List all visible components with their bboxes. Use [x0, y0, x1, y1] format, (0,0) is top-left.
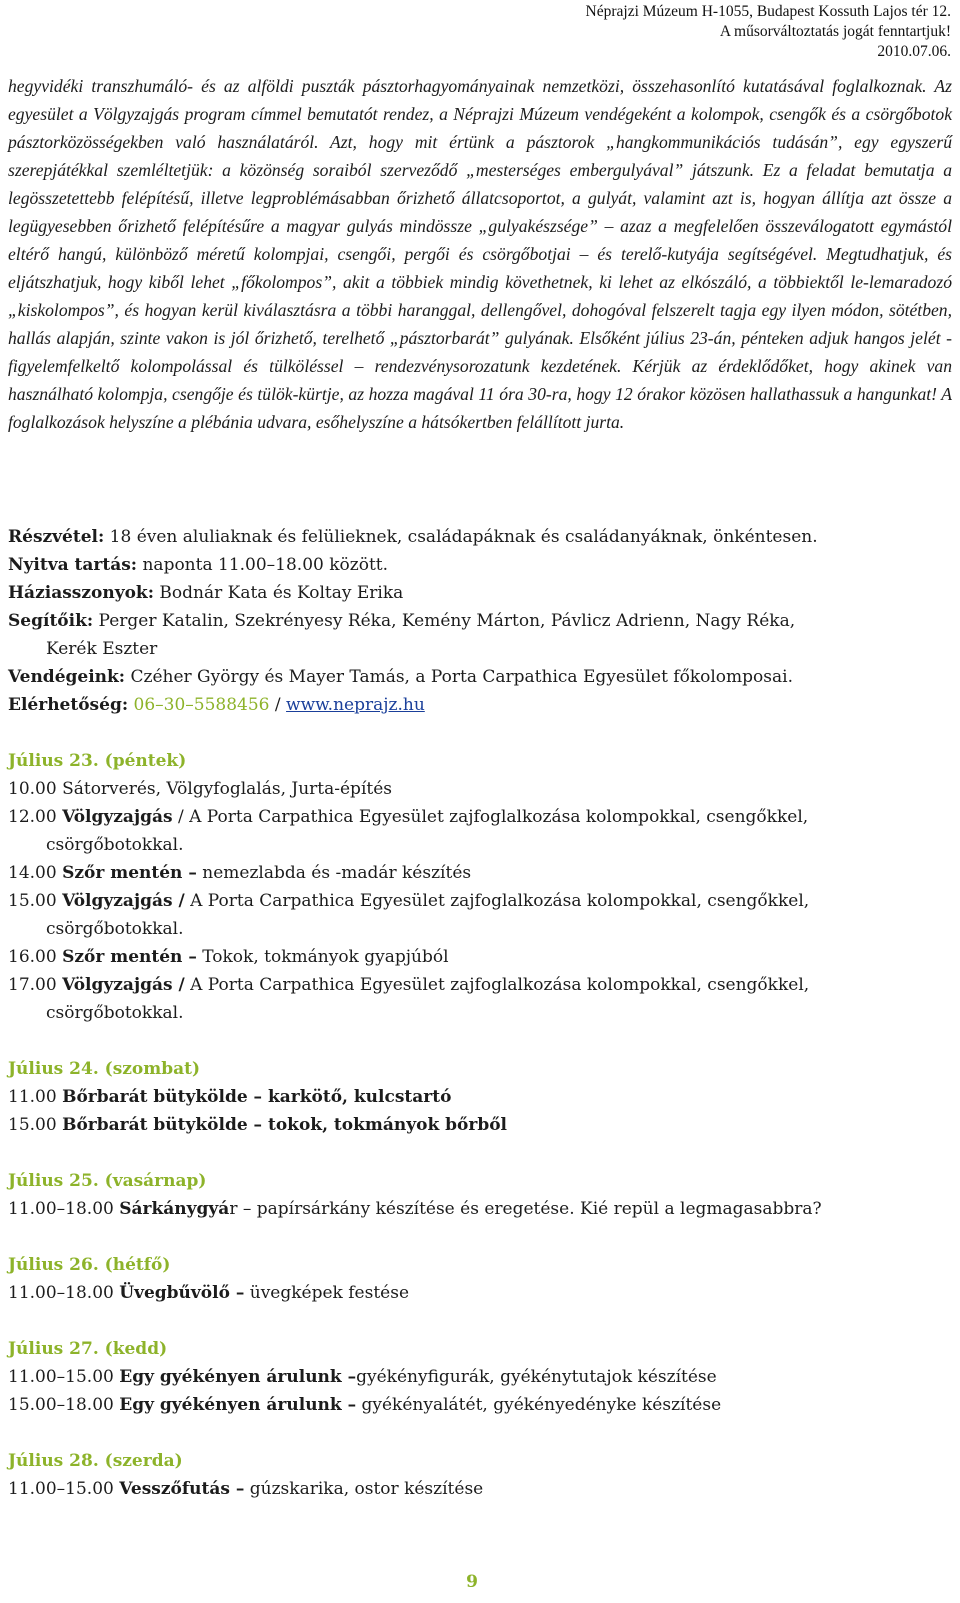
contact-separator: / — [269, 695, 287, 715]
page-number: 9 — [466, 1572, 478, 1592]
document-date: 2010.07.06. — [877, 43, 951, 60]
day-title: Július 26. (hétfő) — [8, 1255, 171, 1275]
event-line — [8, 803, 952, 831]
event-line — [8, 1363, 952, 1391]
guests-line — [8, 663, 952, 691]
intro-paragraph: hegyvidéki transzhumáló- és az alföldi puszták pásztorhagyományainak nemzetközi, összehasonlító kutatásával foglalkoznak. Az egyesület a Völgyzajgás program címmel bemutatót rendez, a Néprajzi Múzeum vendégeként a kolompok, csengők és a csörgőbotok pásztorközösségekben való használatáról. Azt, hogy mit értünk a pásztorok „hangkommunikációs tudásán”, egy egyszerű szerepjátékkal szemléltetjük: a közönség soraiból szerveződő „mesterséges embergulyával” játszunk. Ez a feladat bemutatja a legösszetettebb felépítésű, illetve legproblémásabban őrizhető állatcsoportot, a gulyát, valamint azt is, hogyan állítja azt össze a legügyesebben őrizhető felépítésűre a magyar gulyás mindössze „gulyakészsége” – azaz a megfelelően összeválogatott egymástól eltérő hangú, különböző méretű kolompjai, csengői, pergői és csörgőbotjai – és terelő-kutyája segítségével. Megtudhatjuk, és eljátszhatjuk, hogy kiből lehet „főkolompos”, akit a többiek mindig követhetnek, ki lehet az elkószáló, a többiektől le-lemaradozó „kiskolompos”, és hogyan kerül kiválasztásra a többi haranggal, dellengővel, dohogóval felszerelt tagja egy ilyen módon, sötétben, hallás alapján, szinte vakon is jól őrizhető, terelhető „pásztorbarát” gulyának. Elsőként július 23-án, pénteken adjuk hangos jelét - figyelemfelkeltő kolompolással és tülköléssel – rendezvénysorozatunk kezdetének. Kérjük az érdeklődőket, hogy akinek van használható kolompja, csengője és tülök-kürtje, az hozza magával 11 óra 30-ra, hogy 12 órakor közösen hallathassuk a hangunkat! A foglalkozások helyszíne a plébánia udvara, esőhelyszíne a hátsókertben felállított jurta. — [8, 76, 952, 432]
program-event — [8, 1391, 952, 1419]
event-description: gúzskarika, ostor készítése — [244, 1479, 484, 1499]
program-event — [8, 1111, 952, 1139]
event-time: 14.00 — [8, 863, 63, 883]
helpers-label: Segítőik: — [8, 611, 94, 631]
event-line — [8, 1279, 952, 1307]
event-time: 11.00–15.00 — [8, 1367, 120, 1387]
event-line — [8, 775, 952, 803]
day-title: Július 27. (kedd) — [8, 1339, 168, 1359]
event-title: Szőr mentén – — [62, 947, 197, 967]
event-time: 16.00 — [8, 947, 63, 967]
event-time: 15.00 — [8, 1115, 63, 1135]
day-title: Július 25. (vasárnap) — [8, 1171, 207, 1191]
day-title: Július 23. (péntek) — [8, 751, 187, 771]
info-block — [8, 523, 952, 719]
program-event — [8, 803, 952, 859]
event-description: üvegképek festése — [244, 1283, 410, 1303]
event-time: 11.00–15.00 — [8, 1479, 120, 1499]
event-title: Szőr mentén – — [62, 863, 197, 883]
program-event — [8, 1083, 952, 1111]
event-time: 11.00–18.00 — [8, 1283, 120, 1303]
event-time: 15.00–18.00 — [8, 1395, 120, 1415]
event-line — [8, 1475, 952, 1503]
participation-value: 18 éven aluliaknak és felülieknek, családapáknak és családanyáknak, önkéntesen. — [104, 527, 818, 547]
event-description-continued: csörgőbotokkal. — [46, 919, 184, 939]
event-description-continued: csörgőbotokkal. — [46, 835, 184, 855]
event-line — [8, 1391, 952, 1419]
program-day — [8, 1251, 952, 1307]
program-event — [8, 1475, 952, 1503]
event-line — [8, 943, 952, 971]
event-title: Völgyzajgás / — [62, 891, 185, 911]
event-title: Völgyzajgás — [62, 807, 173, 827]
event-time: 10.00 — [8, 779, 63, 799]
museum-address: Néprajzi Múzeum H-1055, Budapest Kossuth Lajos tér 12. — [585, 3, 951, 20]
program-day — [8, 1167, 952, 1223]
event-description: A Porta Carpathica Egyesület zajfoglalkozása kolompokkal, csengőkkel, — [184, 975, 810, 995]
event-description-continued: csörgőbotokkal. — [46, 1003, 184, 1023]
event-time: 15.00 — [8, 891, 63, 911]
event-title: Völgyzajgás / — [62, 975, 185, 995]
event-title: Vesszőfutás – — [119, 1479, 245, 1499]
event-line — [8, 1195, 952, 1223]
event-title: Egy gyékényen árulunk – — [119, 1367, 357, 1387]
event-line — [8, 887, 952, 915]
event-time: 11.00–18.00 — [8, 1199, 120, 1219]
event-description: nemezlabda és -madár készítés — [196, 863, 472, 883]
event-description: r – papírsárkány készítése és eregetése. Kié repül a legmagasabbra? — [229, 1199, 822, 1219]
program-event — [8, 775, 952, 803]
guests-label: Vendégeink: — [8, 667, 126, 687]
program-day — [8, 1335, 952, 1419]
event-description: / A Porta Carpathica Egyesület zajfoglalkozása kolompokkal, csengőkkel, — [172, 807, 809, 827]
participation-label: Részvétel: — [8, 527, 105, 547]
contact-label: Elérhetőség: — [8, 695, 129, 715]
program-event — [8, 1195, 952, 1223]
event-description: gyékényalátét, gyékényedényke készítése — [356, 1395, 722, 1415]
opening-hours-value: naponta 11.00–18.00 között. — [137, 555, 389, 575]
program-event — [8, 943, 952, 971]
program-day — [8, 1447, 952, 1503]
contact-line — [8, 691, 952, 719]
page-header — [586, 2, 951, 62]
event-title: Bőrbarát bütykölde – tokok, tokmányok bőrből — [62, 1115, 508, 1135]
website-link[interactable]: www.neprajz.hu — [286, 695, 425, 715]
program-day — [8, 1055, 952, 1139]
program-event — [8, 887, 952, 943]
program-event — [8, 971, 952, 1027]
participation-line — [8, 523, 952, 551]
program-event — [8, 1279, 952, 1307]
event-line — [8, 1083, 952, 1111]
event-title: Egy gyékényen árulunk – — [119, 1395, 357, 1415]
event-description: A Porta Carpathica Egyesület zajfoglalkozása kolompokkal, csengőkkel, — [184, 891, 810, 911]
hosts-value: Bodnár Kata és Koltay Erika — [153, 583, 404, 603]
program-day — [8, 747, 952, 1027]
event-description: Tokok, tokmányok gyapjúból — [196, 947, 449, 967]
event-line — [8, 971, 952, 999]
event-time: 12.00 — [8, 807, 63, 827]
opening-hours-line — [8, 551, 952, 579]
guests-value: Czéher György és Mayer Tamás, a Porta Carpathica Egyesület főkolomposai. — [125, 667, 793, 687]
program-schedule — [8, 747, 952, 1531]
helpers-line — [8, 607, 952, 635]
event-description: Sátorverés, Völgyfoglalás, Jurta-építés — [62, 779, 392, 799]
program-event — [8, 859, 952, 887]
opening-hours-label: Nyitva tartás: — [8, 555, 138, 575]
event-line — [8, 1111, 952, 1139]
event-title: Sárkánygyá — [119, 1199, 230, 1219]
event-title: Bőrbarát bütykölde – karkötő, kulcstartó — [62, 1087, 452, 1107]
event-line — [8, 859, 952, 887]
day-title: Július 24. (szombat) — [8, 1059, 201, 1079]
event-title: Üvegbűvölő – — [119, 1283, 245, 1303]
program-change-notice: A műsorváltoztatás jogát fenntartjuk! — [719, 23, 951, 40]
event-time: 11.00 — [8, 1087, 63, 1107]
helpers-line-continued: Kerék Eszter — [46, 639, 158, 659]
hosts-line — [8, 579, 952, 607]
hosts-label: Háziasszonyok: — [8, 583, 154, 603]
event-time: 17.00 — [8, 975, 63, 995]
day-title: Július 28. (szerda) — [8, 1451, 183, 1471]
contact-phone: 06–30–5588456 — [128, 695, 270, 715]
helpers-value: Perger Katalin, Szekrényesy Réka, Kemény Márton, Pávlicz Adrienn, Nagy Réka, — [93, 611, 796, 631]
program-event — [8, 1363, 952, 1391]
event-description: gyékényfigurák, gyékénytutajok készítése — [356, 1367, 717, 1387]
